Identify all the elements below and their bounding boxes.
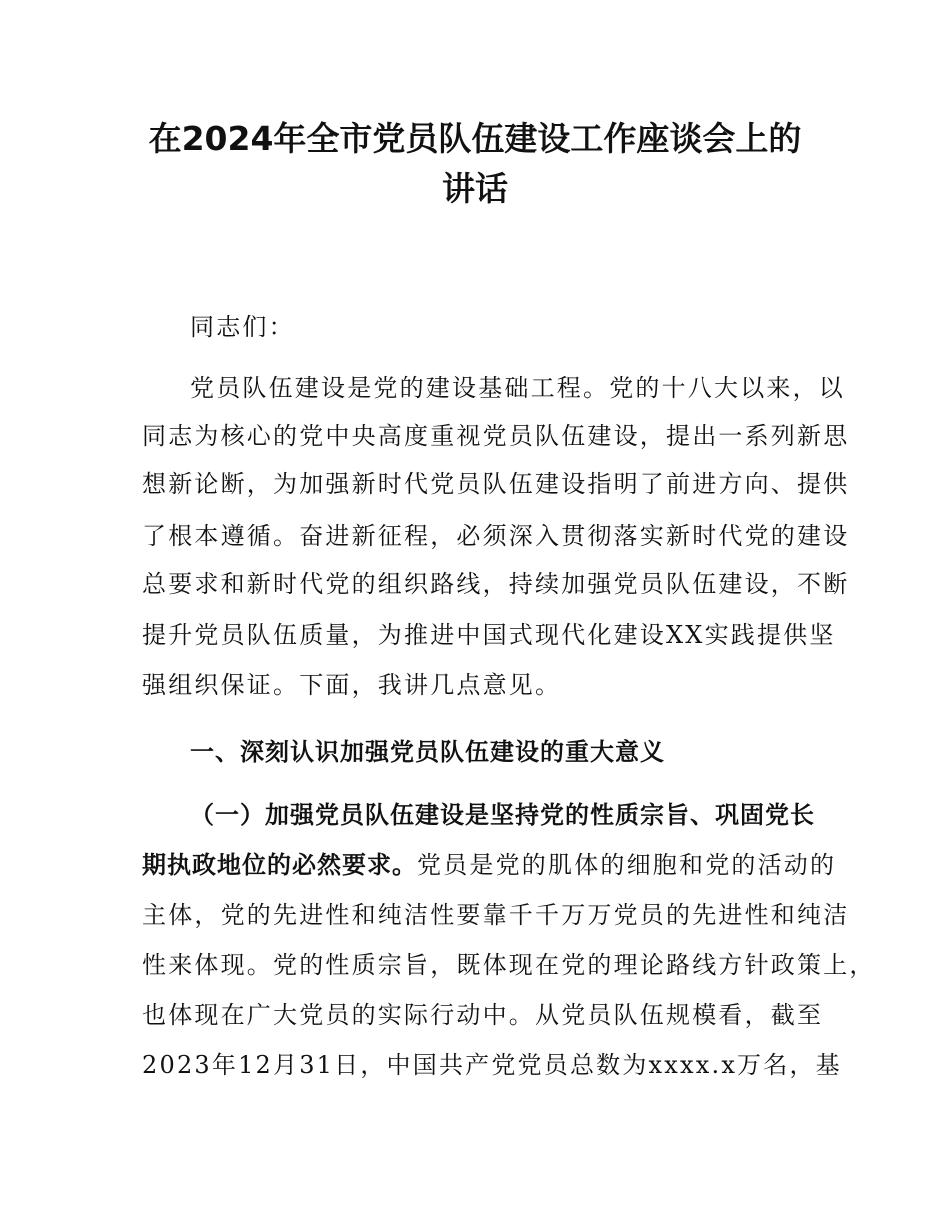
paragraph-2-line-3: 性来体现。党的性质宗旨，既体现在党的理论路线方针政策上， bbox=[142, 951, 876, 979]
paragraph-1-line-6: 提升党员队伍质量，为推进中国式现代化建设XX实践提供坚 bbox=[142, 621, 836, 649]
paragraph-1-line-5: 总要求和新时代党的组织路线，持续加强党员队伍建设，不断 bbox=[142, 570, 850, 598]
paragraph-1-line-4: 了根本遵循。奋进新征程，必须深入贯彻落实新时代党的建设 bbox=[142, 522, 850, 550]
paragraph-1-line-2: 同志为核心的党中央高度重视党员队伍建设，提出一系列新思 bbox=[142, 422, 850, 450]
paragraph-2-line-1 bbox=[142, 850, 836, 880]
document-title-line-2: 讲话 bbox=[442, 169, 508, 208]
paragraph-2-line-2: 主体，党的先进性和纯洁性要靠千千万万党员的先进性和纯洁 bbox=[142, 901, 850, 929]
subsection-heading-1-line-2: 期执政地位的必然要求。 bbox=[142, 851, 417, 879]
section-heading-1: 一、深刻认识加强党员队伍建设的重大意义 bbox=[190, 738, 665, 766]
subsection-heading-1-line-1: （一）加强党员队伍建设是坚持党的性质宗旨、巩固党长 bbox=[190, 801, 815, 829]
paragraph-1-line-1: 党员队伍建设是党的建设基础工程。党的十八大以来，以 bbox=[190, 374, 845, 402]
document-title-line-1: 在2024年全市党员队伍建设工作座谈会上的 bbox=[148, 119, 802, 158]
paragraph-1-line-7: 强组织保证。下面，我讲几点意见。 bbox=[142, 671, 562, 699]
paragraph-2-line-4: 也体现在广大党员的实际行动中。从党员队伍规模看，截至 bbox=[142, 1001, 824, 1029]
paragraph-2-line-1-rest: 党员是党的肌体的细胞和党的活动的 bbox=[417, 851, 837, 879]
paragraph-2-line-5: 2023年12月31日，中国共产党党员总数为xxxx.x万名，基 bbox=[142, 1051, 842, 1079]
salutation: 同志们： bbox=[190, 313, 295, 341]
paragraph-1-line-3: 想新论断，为加强新时代党员队伍建设指明了前进方向、提供 bbox=[142, 470, 850, 498]
